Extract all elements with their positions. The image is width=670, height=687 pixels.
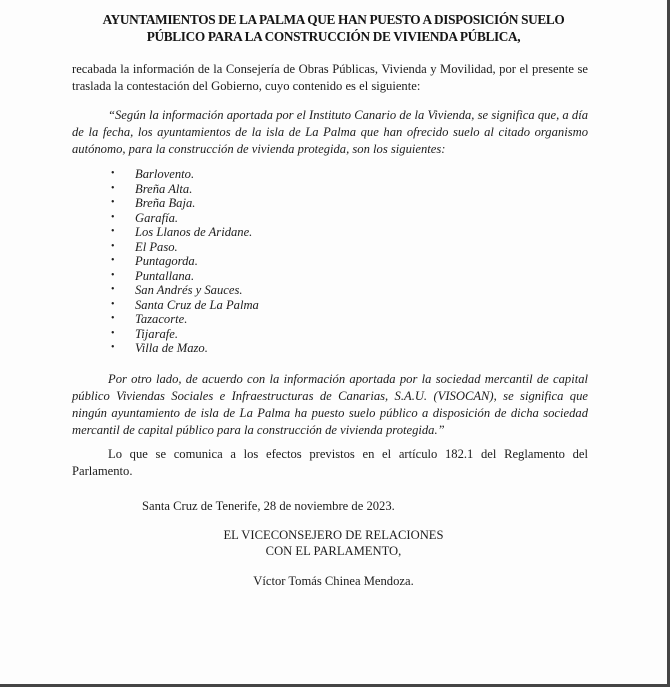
list-item-label: Santa Cruz de La Palma (135, 297, 259, 312)
list-item-label: Garafía. (135, 210, 179, 225)
bullet-icon: • (111, 182, 115, 194)
list-item (111, 312, 259, 327)
list-item-label: Tazacorte. (135, 312, 188, 326)
bullet-icon: • (111, 211, 115, 223)
list-item (111, 211, 259, 226)
list-item (111, 240, 259, 255)
date-line: Santa Cruz de Tenerife, 28 de noviembre de 2023. (142, 499, 395, 513)
communication-paragraph: Lo que se comunica a los efectos previstos en el artículo 182.1 del Reglamento del Parlamento. (72, 447, 588, 478)
title-line-1: AYUNTAMIENTOS DE LA PALMA QUE HAN PUESTO A DISPOSICIÓN SUELO (102, 12, 565, 27)
list-item-label: Villa de Mazo. (135, 341, 208, 355)
list-item (111, 283, 259, 298)
list-item-label: Breña Baja. (135, 196, 196, 210)
list-item (111, 225, 259, 240)
list-item-label: El Paso. (135, 239, 178, 254)
bullet-icon: • (111, 226, 115, 237)
bullet-icon: • (111, 298, 115, 310)
list-item-label: Puntallana. (135, 268, 195, 283)
signatory-title-line-2: CON EL PARLAMENTO, (265, 544, 402, 558)
bullet-icon: • (111, 327, 115, 339)
list-item-label: Los Llanos de Aridane. (135, 225, 253, 239)
list-item (111, 254, 259, 269)
list-item (111, 182, 259, 197)
list-item-label: Breña Alta. (135, 181, 193, 196)
bullet-icon: • (111, 342, 115, 353)
list-item-label: Tijarafe. (135, 326, 179, 341)
bullet-icon: • (111, 255, 115, 266)
list-item-label: Puntagorda. (135, 254, 198, 268)
list-item (111, 167, 259, 182)
quote-intro-paragraph: “Según la información aportada por el Instituto Canario de la Vivienda, se significa que, a día de la fecha, los ayuntamientos de la isla de La Palma que han ofrecido suelo al citado organismo autónomo, para la construcción de vivienda protegida, son los siguientes: (72, 108, 588, 156)
list-item (111, 196, 259, 211)
list-item-label: Barlovento. (135, 167, 195, 181)
bullet-icon: • (111, 197, 115, 208)
municipalities-list (111, 167, 259, 356)
bullet-icon: • (111, 240, 115, 252)
list-item (111, 269, 259, 284)
list-item-label: San Andrés y Sauces. (135, 283, 243, 297)
bullet-icon: • (111, 313, 115, 324)
document-title (0, 11, 667, 45)
signatory-title (0, 527, 667, 559)
list-item (111, 341, 259, 356)
bullet-icon: • (111, 168, 115, 179)
bullet-icon: • (111, 284, 115, 295)
quote-closing-paragraph: Por otro lado, de acuerdo con la información aportada por la sociedad mercantil de capital público Viviendas Sociales e Infraestructuras de Canarias, S.A.U. (VISOCAN), se significa que ningún ayuntamiento de isla de La Palma ha puesto suelo público a disposición de dicha sociedad mercantil de capital público para la construcción de vivienda protegida.” (72, 372, 588, 437)
intro-paragraph: recabada la información de la Consejería de Obras Públicas, Vivienda y Movilidad, por el presente se traslada la contestación del Gobierno, cuyo contenido es el siguiente: (72, 62, 588, 93)
bullet-icon: • (111, 269, 115, 281)
list-item (111, 327, 259, 342)
list-item (111, 298, 259, 313)
signatory-name: Víctor Tomás Chinea Mendoza. (253, 574, 414, 588)
title-line-2: PÚBLICO PARA LA CONSTRUCCIÓN DE VIVIENDA PÚBLICA, (146, 29, 521, 44)
signatory-title-line-1: EL VICECONSEJERO DE RELACIONES (223, 528, 444, 542)
